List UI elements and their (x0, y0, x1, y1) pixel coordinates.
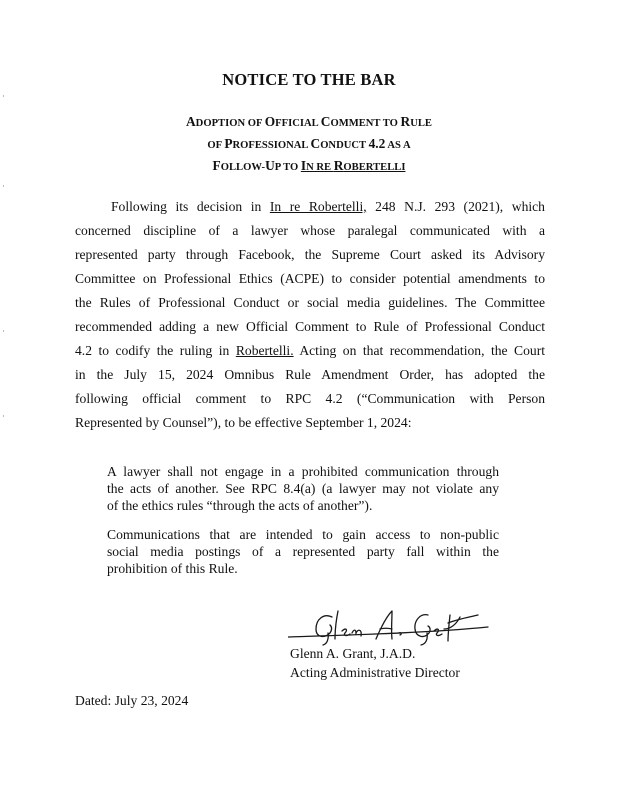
body-paragraph (75, 195, 545, 435)
official-comment-paragraph-1 (107, 463, 499, 514)
quote-line: of the ethics rules “through the acts of another”). (107, 498, 373, 513)
notice-subtitle (0, 112, 618, 178)
body-line: 4.2 to codify the ruling in Robertelli. Acting on that recommendation, the Court (75, 343, 545, 358)
body-line: concerned discipline of a lawyer whose paralegal communicated with a (75, 223, 545, 238)
subtitle-line-3: FOLLOW-UP TO IN RE ROBERTELLI (212, 158, 406, 173)
signer-info (290, 645, 460, 682)
scan-mark (3, 95, 4, 97)
signer-title: Acting Administrative Director (290, 664, 460, 680)
subtitle-line-2: OF PROFESSIONAL CONDUCT 4.2 AS A (207, 136, 411, 151)
case-citation: In re Robertelli, (269, 199, 367, 214)
scan-mark (3, 330, 4, 332)
body-line: recommended adding a new Official Comment to Rule of Professional Conduct (75, 319, 545, 334)
body-line: following official comment to RPC 4.2 (“Communication with Person (75, 391, 545, 406)
body-line: Following its decision in In re Robertelli, 248 N.J. 293 (2021), which (111, 199, 545, 214)
body-line: Committee on Professional Ethics (ACPE) to consider potential amendments to (75, 271, 545, 286)
quote-line: the acts of another. See RPC 8.4(a) (a lawyer may not violate any (107, 481, 499, 496)
body-line: the Rules of Professional Conduct or social media guidelines. The Committee (75, 295, 545, 310)
notice-title: NOTICE TO THE BAR (222, 70, 396, 89)
quote-line: A lawyer shall not engage in a prohibited communication through (107, 464, 499, 479)
scan-mark (3, 185, 4, 187)
quote-line: prohibition of this Rule. (107, 561, 238, 576)
subtitle-line-1: ADOPTION OF OFFICIAL COMMENT TO RULE (186, 114, 432, 129)
case-citation: Robertelli. (235, 343, 294, 358)
signer-name: Glenn A. Grant, J.A.D. (290, 646, 416, 661)
body-line: Represented by Counsel”), to be effective September 1, 2024: (75, 415, 412, 430)
quote-line: social media postings of a represented party fall within the (107, 544, 499, 559)
scan-mark (3, 415, 4, 417)
dated-line: Dated: July 23, 2024 (75, 693, 189, 708)
body-line: in the July 15, 2024 Omnibus Rule Amendment Order, has adopted the (75, 367, 545, 382)
body-line: represented party through Facebook, the Supreme Court asked its Advisory (75, 247, 545, 262)
quote-line: Communications that are intended to gain access to non-public (107, 527, 499, 542)
official-comment-paragraph-2 (107, 526, 499, 577)
